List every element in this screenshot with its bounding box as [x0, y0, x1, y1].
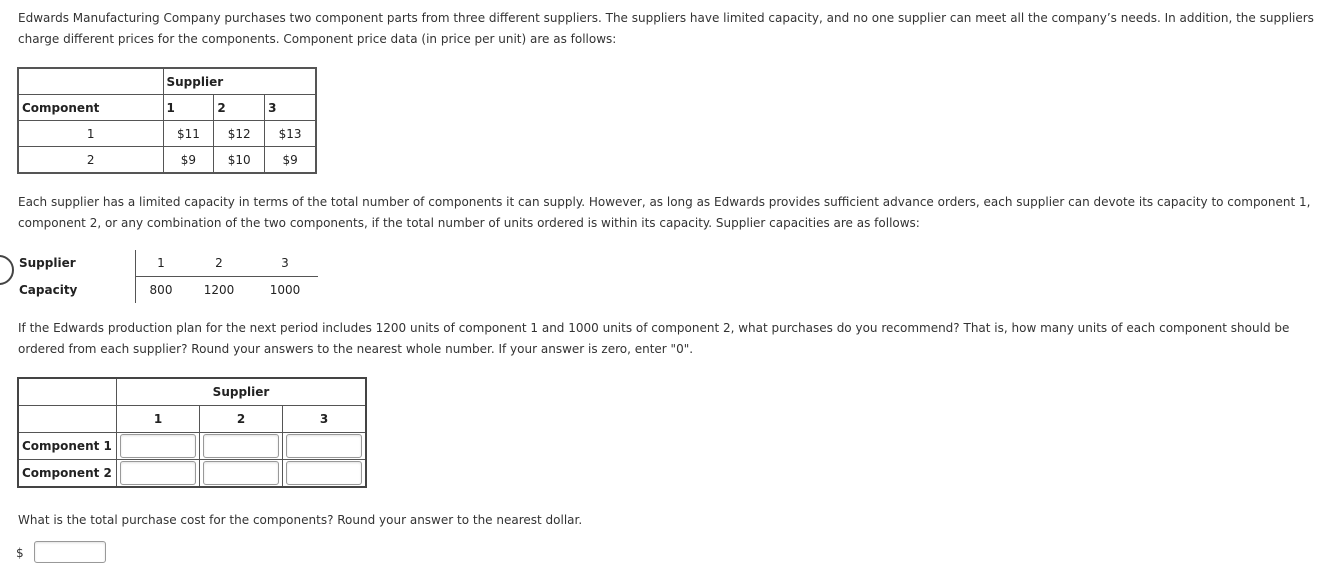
capacity-supplier-number: 3 [252, 250, 318, 277]
component-1-supplier-2-input[interactable] [203, 434, 279, 458]
price-cell: $12 [214, 121, 265, 147]
capacity-supplier-number: 1 [136, 250, 186, 277]
answer-table-empty-corner [18, 378, 117, 406]
capacity-value: 1200 [203, 283, 235, 297]
price-supplier-2-header: 2 [214, 95, 265, 121]
total-question-text: What is the total purchase cost for the components? Round your answer to the nearest dollar. [18, 513, 583, 527]
component-1-supplier-3-input[interactable] [286, 434, 362, 458]
price-table-empty-corner [18, 68, 163, 95]
intro-text: Edwards Manufacturing Company purchases two component parts from three different suppliers. The suppliers have limited capacity, and no one supplier can meet all the company’s needs. In addition, the suppliers charge different prices for the components. Component price data (in price per unit) are as follows: [18, 11, 1314, 46]
price-cell: $13 [265, 121, 316, 147]
answer-row-label: Component 2 [18, 460, 117, 488]
capacity-value: 1000 [269, 283, 301, 297]
price-supplier-1-header: 1 [163, 95, 214, 121]
progress-ring-icon [0, 255, 14, 285]
price-supplier-3-header: 3 [265, 95, 316, 121]
currency-symbol: $ [16, 546, 24, 560]
capacity-supplier-number: 2 [186, 250, 252, 277]
table-row [18, 147, 316, 174]
total-cost-input[interactable] [34, 541, 106, 563]
component-2-supplier-1-input[interactable] [120, 461, 196, 485]
answer-table-empty-corner [18, 406, 117, 433]
question-text: If the Edwards production plan for the next period includes 1200 units of component 1 and 1000 units of component 2, what purchases do you recommend? That is, how many units of each component should be ordered from each supplier? Round your answers to the nearest whole number. If your answer is zero, enter "0". [18, 321, 1290, 356]
price-cell: $11 [163, 121, 214, 147]
answer-table [17, 377, 367, 488]
answer-row-label: Component 1 [18, 433, 117, 460]
price-cell: $9 [265, 147, 316, 174]
answer-supplier-1-header: 1 [117, 406, 200, 433]
capacity-table [17, 250, 318, 303]
capacity-value: 800 [149, 283, 173, 297]
price-component-label: 2 [18, 147, 163, 174]
price-supplier-header: Supplier [163, 68, 316, 95]
table-row [18, 460, 366, 488]
component-2-supplier-2-input[interactable] [203, 461, 279, 485]
capacity-supplier-label: Supplier [19, 256, 76, 271]
price-cell: $10 [214, 147, 265, 174]
price-component-header: Component [18, 95, 163, 121]
table-row [18, 433, 366, 460]
capacity-intro-text: Each supplier has a limited capacity in terms of the total number of components it can supply. However, as long as Edwards provides sufficient advance orders, each supplier can devote its capacity to component 1, component 2, or any combination of the two components, if the total number of units ordered is within its capacity. Supplier capacities are as follows: [18, 195, 1311, 230]
answer-supplier-header: Supplier [117, 378, 367, 406]
price-component-label: 1 [18, 121, 163, 147]
capacity-label: Capacity [19, 282, 78, 297]
answer-supplier-2-header: 2 [200, 406, 283, 433]
price-table [17, 67, 317, 174]
table-row [18, 121, 316, 147]
answer-supplier-3-header: 3 [283, 406, 367, 433]
price-cell: $9 [163, 147, 214, 174]
component-1-supplier-1-input[interactable] [120, 434, 196, 458]
component-2-supplier-3-input[interactable] [286, 461, 362, 485]
